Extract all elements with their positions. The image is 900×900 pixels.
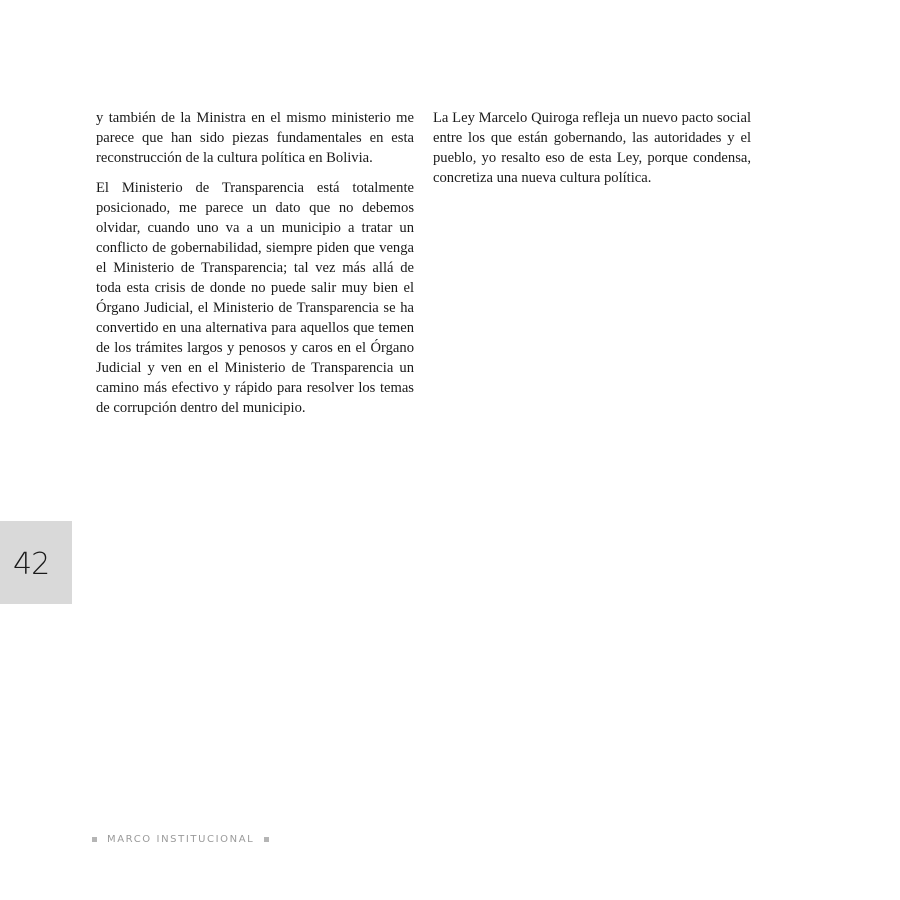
page-number: 42 [13,547,50,582]
left-text-column [96,108,414,428]
page-footer [92,834,269,845]
square-bullet-icon [92,837,97,842]
paragraph: El Ministerio de Transparencia está totalmente posicionado, me parece un dato que no debemos olvidar, cuando uno va a un municipio a tratar un conflicto de gobernabilidad, siempre piden que venga el Ministerio de Transparencia; tal vez más allá de toda esta crisis de donde no puede salir muy bien el Órgano Judicial, el Ministerio de Transparencia se ha convertido en una alternativa para aquellos que temen de los trámites largos y penosos y caros en el Órgano Judicial y ven en el Ministerio de Transparencia un camino más efectivo y rápido para resolver los temas de corrupción dentro del municipio. [96,180,414,416]
right-text-column [433,108,751,198]
paragraph: La Ley Marcelo Quiroga refleja un nuevo pacto social entre los que están gobernando, las autoridades y el pueblo, yo resalto eso de esta Ley, porque condensa, concretiza una nueva cultura política. [433,110,751,186]
paragraph: y también de la Ministra en el mismo ministerio me parece que han sido piezas fundamentales en esta reconstrucción de la cultura política en Bolivia. [96,110,414,166]
square-bullet-icon [264,837,269,842]
footer-section-label: MARCO INSTITUCIONAL [107,834,255,845]
